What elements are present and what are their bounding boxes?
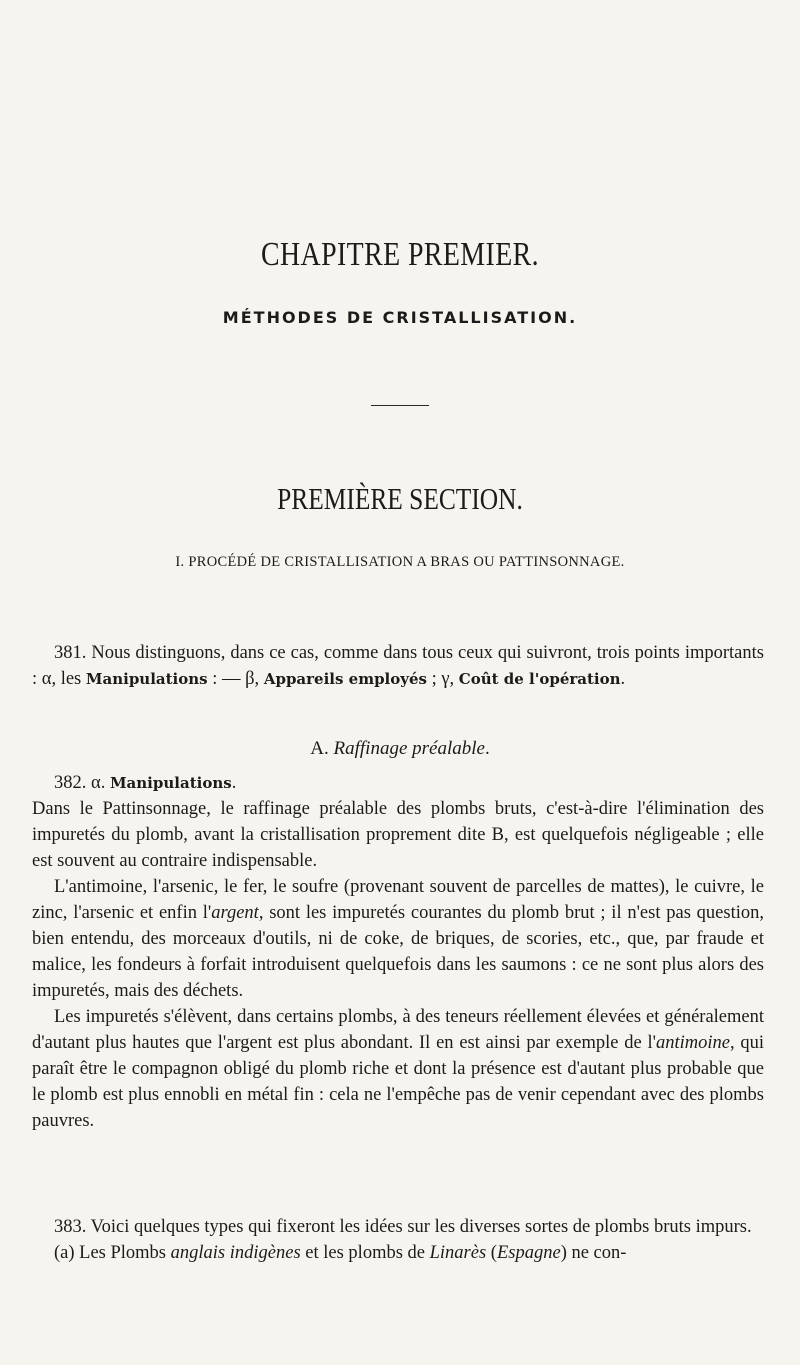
para383-p2b: et les plombs de: [300, 1243, 430, 1263]
subheading-italic: Raffinage préalable: [333, 738, 485, 759]
paragraph-382: [32, 770, 764, 1134]
para382-heading-bold: Manipulations: [109, 774, 232, 792]
para381-mid2: ; γ,: [426, 669, 459, 689]
para382-p3-italic: antimoine: [655, 1033, 730, 1053]
subheading-suffix: .: [484, 738, 490, 759]
chapter-subtitle: MÉTHODES DE CRISTALLISATION.: [222, 308, 578, 327]
para381-bold-appareils: Appareils employés: [263, 670, 427, 688]
para382-heading-end: .: [231, 773, 237, 793]
para381-end: .: [620, 669, 626, 689]
para382-p2-italic: argent: [211, 903, 259, 923]
para382-p2a: L'antimoine, l'arsenic, le fer, le soufre (provenant souvent de parcelles de mattes), le cuivre, le zinc, l'arsenic et enfin l': [32, 877, 764, 923]
para382-p3: [32, 1004, 764, 1134]
para382-p1: Dans le Pattinsonnage, le raffinage préalable des plombs bruts, c'est-à-dire l'élimination des impuretés du plomb, avant la cristallisation proprement dite B, est quelquefois négligeable ; elle est souvent au contraire indispensable.: [32, 799, 764, 871]
para382-p2b: , sont les impuretés courantes du plomb brut ; il n'est pas question, bien entendu, des morceaux d'outils, ni de coke, de briques, de scories, etc., que, par fraude et malice, les fondeurs à forfait introduisent quelquefois dans les saumons : ce ne sont plus alors des impuretés, mais des déchets.: [32, 903, 764, 1001]
para383-p2: [32, 1240, 764, 1266]
para383-p2-italic-espagne: Espagne: [496, 1243, 561, 1263]
paragraph-381-text: [32, 640, 764, 692]
paragraph-383: [32, 1214, 764, 1266]
para381-bold-cout: Coût de l'opération: [458, 670, 621, 688]
paragraph-382-heading: [32, 770, 764, 796]
para381-mid1: : — β,: [207, 669, 264, 689]
subheading-raffinage: [0, 738, 800, 760]
para383-p2a: (a) Les Plombs: [54, 1243, 171, 1263]
para383-p2d: ) ne con-: [560, 1243, 627, 1263]
para382-p3b: , qui paraît être le compagnon obligé du plomb riche et dont la présence est d'autant plus probable que le plomb est plus ennobli en métal fin : cela ne l'empêche pas de venir cependant avec des plombs pauvres.: [32, 1033, 764, 1131]
para383-p2c: (: [486, 1243, 497, 1263]
chapter-title: CHAPITRE PREMIER.: [260, 236, 540, 273]
para382-p3a: Les impuretés s'élèvent, dans certains plombs, à des teneurs réellement élevées et généralement d'autant plus hautes que l'argent est plus abondant. Il en est ainsi par exemple de l': [32, 1007, 764, 1053]
para383-p2-italic-anglais: anglais indigènes: [170, 1243, 301, 1263]
section-title: PREMIÈRE SECTION.: [277, 481, 523, 516]
paragraph-381: [32, 640, 764, 692]
para382-p2: [32, 874, 764, 1004]
para383-p2-italic-linares: Linarès: [429, 1243, 487, 1263]
para382-number: 382. α.: [54, 773, 110, 793]
section-divider: [371, 405, 429, 406]
section-subtitle: I. PROCÉDÉ DE CRISTALLISATION A BRAS OU PATTINSONNAGE.: [175, 554, 625, 570]
subheading-prefix: A.: [310, 738, 334, 759]
para381-bold-manipulations: Manipulations: [85, 670, 208, 688]
para381-lead: 381. Nous distinguons, dans ce cas, comme dans tous ceux qui suivront, trois points importants : α, les: [32, 643, 764, 689]
para383-p1: 383. Voici quelques types qui fixeront les idées sur les diverses sortes de plombs bruts impurs.: [54, 1217, 752, 1237]
